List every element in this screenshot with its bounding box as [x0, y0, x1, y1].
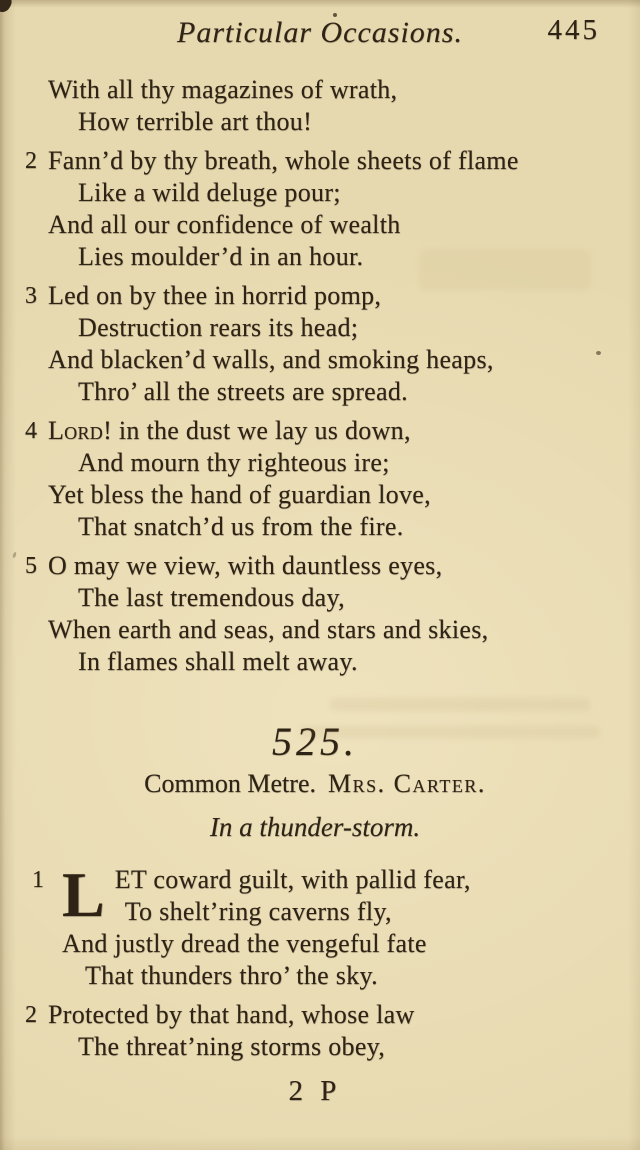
stanza-4 [24, 415, 606, 543]
stanza-number: 4 [25, 418, 37, 444]
stanza-number: 5 [25, 553, 37, 579]
verse-line: Fann’d by thy breath, whole sheets of flame [48, 146, 519, 175]
stanza-number: 2 [25, 1002, 37, 1028]
hymn-heading [24, 720, 606, 842]
verse-line: ET coward guilt, with pallid fear, [114, 865, 471, 894]
signature-mark: 2 P [288, 1075, 342, 1107]
hymn-stanza-2 [24, 999, 606, 1063]
verse-line: Like a wild deluge pour; [78, 178, 341, 207]
hymn-number: 525. [272, 719, 358, 764]
hymn-author: Mrs. Carter. [327, 769, 486, 798]
stanza-number: 2 [25, 148, 37, 174]
stanza-3 [24, 280, 606, 408]
hymn-title: In a thunder-storm. [209, 812, 421, 842]
drop-cap-letter: L [62, 859, 105, 930]
verse-line: With all thy magazines of wrath, [48, 75, 398, 104]
page-header [0, 0, 640, 52]
verse-line: How terrible art thou! [78, 107, 313, 136]
verse-line: Destruction rears its head; [78, 313, 359, 342]
hymn-metre: Common Metre. [144, 769, 316, 798]
verse-line: Yet bless the hand of guardian love, [48, 480, 431, 509]
verse-line: That snatch’d us from the fire. [78, 512, 404, 541]
verse-line: And blacken’d walls, and smoking heaps, [48, 345, 494, 374]
bleed-through-smudge [300, 726, 600, 738]
verse-line [48, 415, 606, 447]
line-text: in the dust we lay us down, [112, 416, 411, 445]
verse-line: Thro’ all the streets are spread. [78, 377, 408, 406]
partial-stanza [24, 74, 606, 138]
verse-line: That thunders thro’ the sky. [85, 961, 378, 990]
verse-line: Protected by that hand, whose law [48, 1000, 415, 1029]
verse-line: Led on by thee in horrid pomp, [48, 281, 382, 310]
smallcaps-word: Lord! [48, 416, 113, 445]
scan-speck [12, 552, 17, 559]
stanza-number: 1 [32, 867, 44, 893]
verse-line: When earth and seas, and stars and skies, [48, 615, 489, 644]
metre-author-line [24, 769, 606, 799]
verse-line: And justly dread the vengeful fate [62, 929, 427, 958]
verse-line: The last tremendous day, [78, 583, 345, 612]
page-number: 445 [547, 14, 600, 46]
stanza-2 [24, 145, 606, 273]
verse-line: Lies moulder’d in an hour. [78, 242, 364, 271]
hymn-text-block [24, 74, 606, 1108]
bleed-through-smudge [330, 698, 590, 711]
verse-line: The threat’ning storms obey, [78, 1032, 386, 1061]
running-title: Particular Occasions. [177, 16, 463, 49]
verse-line: And mourn thy righteous ire; [78, 448, 390, 477]
hymn-stanza-1 [24, 859, 606, 992]
verse-line: To shelt’ring caverns fly, [124, 897, 392, 926]
verse-line: In flames shall melt away. [78, 647, 358, 676]
stanza-number: 3 [25, 283, 37, 309]
verse-line: And all our confidence of wealth [48, 210, 401, 239]
verse-line: O may we view, with dauntless eyes, [48, 551, 443, 580]
page-footer [24, 1075, 606, 1108]
stanza-5 [24, 550, 606, 678]
